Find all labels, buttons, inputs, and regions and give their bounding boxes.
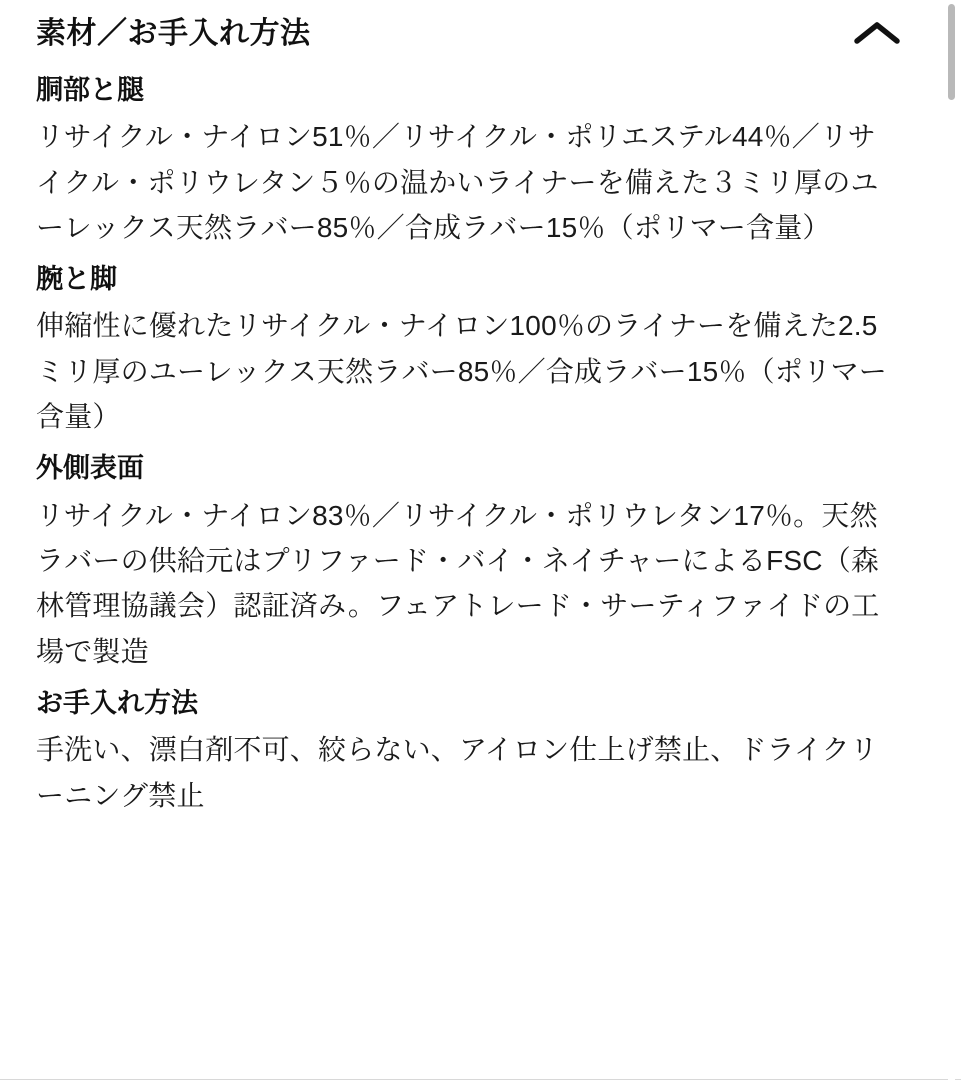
- subsection-heading-care: お手入れ方法: [36, 688, 198, 719]
- subsection-text-body-thigh: リサイクル・ナイロン51％／リサイクル・ポリエステル44％／リサイクル・ポリウレタン５％の温かいライナーを備えた３ミリ厚のユーレックス天然ラバー85％／合成ラバー15％（ポリマー含量）: [36, 121, 879, 243]
- subsection-heading-arms-legs: 腕と脚: [36, 264, 117, 295]
- subsection-text-outer-surface: リサイクル・ナイロン83％／リサイクル・ポリウレタン17％。天然ラバーの供給元はプリファード・バイ・ネイチャーによるFSC（森林管理協議会）認証済み。フェアトレード・サーティファイドの工場で製造: [36, 499, 880, 667]
- subsection-text-care: 手洗い、漂白剤不可、絞らない、アイロン仕上げ禁止、ドライクリーニング禁止: [36, 734, 879, 811]
- scrollbar-thumb[interactable]: [948, 4, 955, 100]
- subsection-heading-body-thigh: 胴部と腿: [36, 75, 144, 105]
- scrollbar-track[interactable]: [948, 0, 955, 1080]
- page-title: 素材／お手入れ方法: [36, 17, 311, 50]
- chevron-up-icon: [854, 20, 900, 48]
- section-header[interactable]: [36, 14, 891, 53]
- subsection-heading-outer-surface: 外側表面: [36, 453, 144, 484]
- subsection-text-arms-legs: 伸縮性に優れたリサイクル・ナイロン100％のライナーを備えた2.5ミリ厚のユーレックス天然ラバー85％／合成ラバー15％（ポリマー含量）: [36, 310, 888, 433]
- collapse-section-button[interactable]: [849, 12, 905, 56]
